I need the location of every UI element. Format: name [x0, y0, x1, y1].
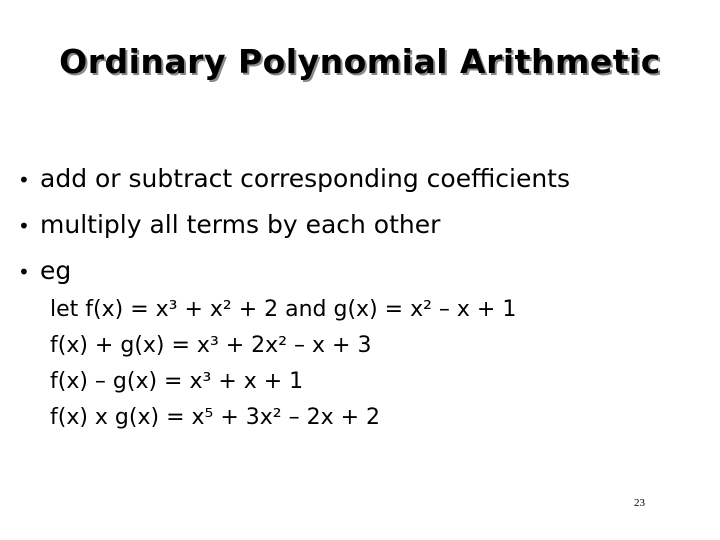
bullet-text: multiply all terms by each other	[40, 210, 441, 239]
bullet-text: add or subtract corresponding coefficients	[40, 164, 570, 193]
example-line: f(x) + g(x) = x³ + 2x² – x + 3	[50, 333, 372, 358]
example-line: f(x) x g(x) = x⁵ + 3x² – 2x + 2	[50, 405, 381, 430]
bullet-item	[18, 156, 708, 202]
slide-title: Ordinary Polynomial Arithmetic	[59, 42, 661, 81]
bullet-item	[18, 248, 708, 294]
bullet-icon: •	[18, 260, 30, 284]
bullet-list	[18, 156, 708, 294]
bullet-text: eg	[40, 256, 72, 285]
bullet-icon: •	[18, 168, 30, 192]
bullet-item	[18, 202, 708, 248]
example-list	[50, 292, 516, 436]
example-line: let f(x) = x³ + x² + 2 and g(x) = x² – x + 1	[50, 297, 517, 322]
bullet-icon: •	[18, 214, 30, 238]
slide-number: 23	[634, 497, 645, 509]
example-line: f(x) – g(x) = x³ + x + 1	[50, 369, 304, 394]
